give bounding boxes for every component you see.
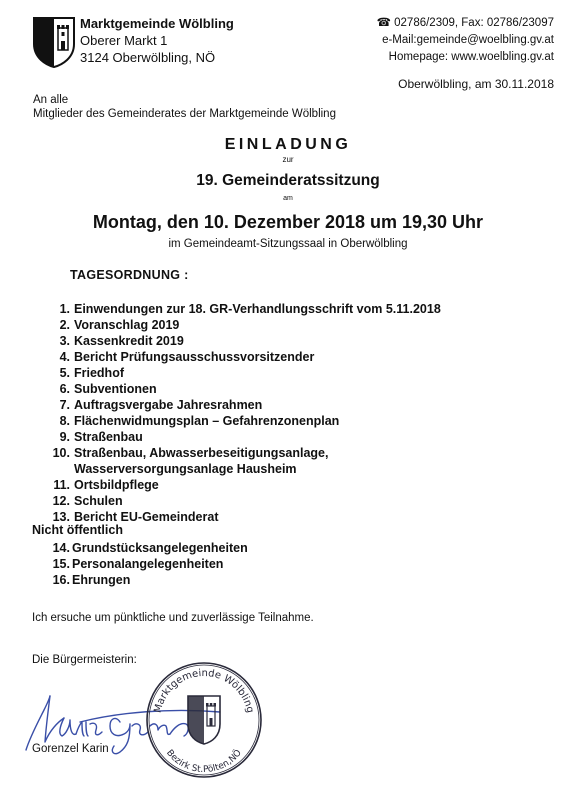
agenda-item-text: Voranschlag 2019	[74, 318, 180, 332]
invitation-title: EINLADUNG	[224, 136, 352, 153]
agenda-item-number: 7.	[59, 398, 70, 412]
agenda-item	[48, 429, 441, 445]
agenda-list	[48, 301, 441, 525]
agenda-item-text: Subventionen	[74, 382, 157, 396]
agenda-item-text: Ehrungen	[72, 573, 131, 587]
agenda-item-text: Straßenbau, Abwasserbeseitigungsanlage,	[74, 446, 329, 460]
email-line: e-Mail:gemeinde@woelbling.gv.at	[382, 34, 554, 46]
agenda-item-text: Flächenwidmungsplan – Gefahrenzonenplan	[74, 414, 340, 428]
coat-of-arms-icon	[32, 16, 76, 68]
contact-block	[377, 15, 554, 66]
seal-crest-icon	[188, 696, 220, 744]
agenda-item-number: 1.	[59, 302, 70, 316]
session-datetime: Montag, den 10. Dezember 2018 um 19,30 Uhr	[92, 212, 484, 232]
agenda-item-text: Auftragsvergabe Jahresrahmen	[74, 398, 263, 412]
am-label: am	[283, 195, 293, 202]
signature-label: Die Bürgermeisterin:	[32, 654, 137, 666]
agenda-item-text: Wasserversorgungsanlage Hausheim	[74, 462, 297, 476]
agenda-item	[48, 349, 441, 365]
agenda-item-number: 2.	[59, 318, 70, 332]
agenda-item	[48, 445, 441, 461]
agenda-item-number	[48, 461, 70, 477]
homepage-line: Homepage: www.woelbling.gv.at	[388, 51, 554, 63]
agenda-item-text: Bericht EU-Gemeinderat	[74, 510, 219, 524]
agenda-item-text: Einwendungen zur 18. GR-Verhandlungsschrift vom 5.11.2018	[74, 302, 441, 316]
seal-text-bottom: Bezirk St.Pölten,NÖ	[164, 748, 244, 776]
agenda-item-number: 8.	[59, 414, 70, 428]
sender-block	[80, 15, 234, 66]
session-location: im Gemeindeamt-Sitzungssaal in Oberwölbling	[168, 238, 408, 250]
agenda-item-text: Schulen	[74, 494, 123, 508]
agenda-title: TAGESORDNUNG :	[70, 268, 189, 282]
agenda-item	[48, 317, 441, 333]
agenda-item-text: Grundstücksangelegenheiten	[72, 541, 248, 555]
agenda-item	[48, 333, 441, 349]
agenda-item-number: 4.	[59, 350, 70, 364]
agenda-item-number: 16.	[52, 573, 70, 587]
agenda-item-text: Straßenbau	[74, 430, 143, 444]
date-line: Oberwölbling, am 30.11.2018	[398, 77, 554, 91]
seal-text-top: Marktgemeinde Wölbling	[152, 667, 256, 715]
agenda-item-number: 5.	[59, 366, 70, 380]
agenda-item-text: Kassenkredit 2019	[74, 334, 184, 348]
agenda-item-continuation	[48, 461, 441, 477]
agenda-item-number: 15.	[52, 557, 70, 571]
phone-fax: ☎ 02786/2309, Fax: 02786/23097	[376, 17, 554, 29]
non-public-item	[48, 572, 248, 588]
municipality-name: Marktgemeinde Wölbling	[80, 16, 234, 31]
session-title: 19. Gemeinderatssitzung	[196, 172, 380, 189]
agenda-item-number: 10.	[52, 446, 70, 460]
non-public-item	[48, 540, 248, 556]
closing-remark: Ich ersuche um pünktliche und zuverlässige Teilnahme.	[32, 612, 314, 624]
zur-label: zur	[282, 155, 294, 164]
non-public-list	[48, 540, 248, 588]
sender-city: 3124 Oberwölbling, NÖ	[80, 50, 216, 65]
agenda-item-number: 14.	[52, 541, 70, 555]
agenda-item-number: 11.	[53, 478, 70, 492]
agenda-item-number: 9.	[59, 430, 70, 444]
addressee-block	[33, 93, 336, 121]
agenda-item	[48, 301, 441, 317]
agenda-item	[48, 413, 441, 429]
sender-street: Oberer Markt 1	[80, 33, 168, 48]
addressee-line-1: An alle	[33, 94, 69, 106]
agenda-item-number: 12.	[52, 494, 70, 508]
agenda-item	[48, 397, 441, 413]
agenda-item	[48, 381, 441, 397]
agenda-item	[48, 493, 441, 509]
agenda-item-text: Personalangelegenheiten	[72, 557, 224, 571]
agenda-item	[48, 365, 441, 381]
agenda-item-text: Friedhof	[74, 366, 124, 380]
agenda-item	[48, 477, 441, 493]
non-public-title: Nicht öffentlich	[32, 523, 123, 537]
official-seal	[144, 660, 264, 780]
signatory-name: Gorenzel Karin	[32, 743, 109, 755]
agenda-item-number: 13.	[52, 510, 70, 524]
non-public-item	[48, 556, 248, 572]
agenda-item-text: Bericht Prüfungsausschussvorsitzender	[74, 350, 315, 364]
agenda-item-text: Ortsbildpflege	[74, 478, 159, 492]
addressee-line-2: Mitglieder des Gemeinderates der Marktgemeinde Wölbling	[33, 108, 336, 120]
agenda-item-number: 3.	[59, 334, 70, 348]
agenda-item-number: 6.	[59, 382, 70, 396]
